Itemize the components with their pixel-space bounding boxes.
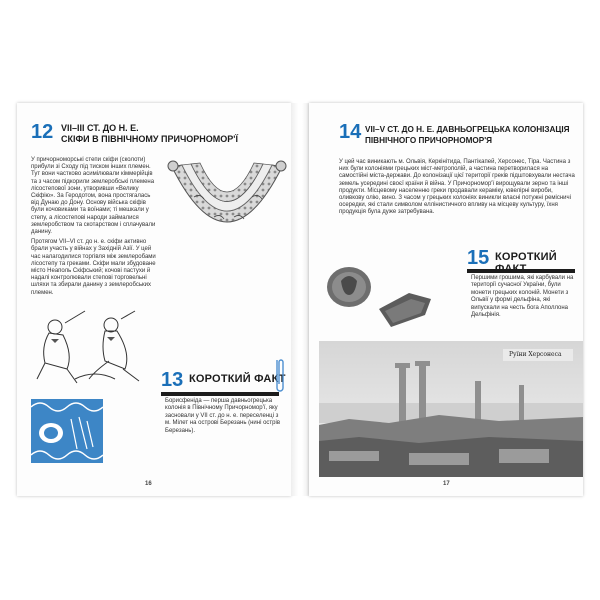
- left-heading-dates: VII–III СТ. ДО Н. Е.: [61, 123, 139, 133]
- scythian-pectoral-illustration: [164, 157, 290, 269]
- photo-caption: Руїни Херсонеса: [509, 351, 562, 358]
- left-paragraph-2: Протягом VII–VI ст. до н. е. скіфи активно брали участь у війнах у Західній Азії. У цей час налагодилися торгівля між землеробами лісостепу та греками. Скіфи мали збудоване місто Неаполь Скіфський; кочові пастухи й надалі контролювали степові торговельні шляхи та збирали данину з землеробських племен.: [31, 239, 156, 296]
- section-number-12: 12: [31, 121, 54, 143]
- fact-text-15: Першими грошима, які карбували на території сучасної України, були монети грецьких колоній. Монети з Ольвії у формі дельфіна, які випускали на честь бога Аполлона Дельфінія.: [471, 275, 574, 319]
- right-heading-title: ПІВНІЧНОГО ПРИЧОРНОМОР'Я: [365, 136, 493, 145]
- section-number-14: 14: [339, 121, 362, 143]
- fact-number-13: 13: [161, 369, 184, 391]
- ancient-coins-illustration: [319, 261, 439, 341]
- left-paragraph-1: У причорноморські степи скіфи (сколоти) прибули зі Сходу під тиском інших племен. Тут вони частково асимілювали кіммерійців та з часом підкорили землеробські племена лісостепової зони, утворивши «Велику Скіфію». За Геродотом, вона простягалась від Дунаю до Дону. Основу війська скіфів були кочовиками та воїнами; ті мешкали у степу, а лісостепові народи займалися землеробством та скотарством і сплачували данину.: [31, 157, 156, 236]
- blue-ornament-panel: [31, 399, 103, 463]
- chersonesus-ruins-photo: [319, 341, 583, 477]
- right-page-number: 17: [443, 481, 450, 487]
- fact-divider-13: [161, 392, 279, 396]
- fact-number-15: 15: [467, 247, 490, 269]
- book-gutter: [291, 103, 309, 496]
- right-paragraph-1: У цей час виникають м. Ольвія, Керкінітида, Пантікапей, Херсонес, Тіра. Частина з них були колоніями грецьких міст-метрополій, а частина перетворилася на самостійні міста-держави. До колонізації цієї території греків підштовхували нестача земель усередині своєї країни й війна. У Причорномор'ї вирощували зерно та інші продукти. Місцевому населенню греки продавали кераміку, ювелірні вироби, оливкову олію, вино. З часом у грецьких колоніях виникли власні потужні ремісничі осередки, які стали символом еллінистичного впливу на місцеву культуру, їхня продукція була дуже затребувана.: [339, 159, 575, 216]
- left-heading-title: СКІФИ В ПІВНІЧНОМУ ПРИЧОРНОМОР'Ї: [61, 134, 238, 144]
- right-body-text: [339, 159, 575, 220]
- fact-title-13: КОРОТКИЙ ФАКТ: [189, 373, 286, 385]
- fact-text-13: Борисфеніда — перша давньогрецька колонія в Північному Причорномор'ї, яку засновали у VII ст. до н. е. переселенці з м. Мілет на острові Березань (нині острів Березань).: [165, 398, 281, 434]
- right-page: [309, 103, 583, 496]
- left-page: [17, 103, 291, 496]
- right-heading-dates: VII–V СТ. ДО Н. Е. ДАВНЬОГРЕЦЬКА КОЛОНІЗАЦІЯ: [365, 125, 570, 134]
- left-page-number: 16: [145, 481, 152, 487]
- left-body-text: [31, 157, 159, 300]
- paperclip-icon: [273, 356, 287, 396]
- fact-title-15: КОРОТКИЙ: [495, 251, 557, 263]
- scythian-warriors-drawing: [25, 309, 155, 389]
- fact-divider-15: [467, 269, 575, 273]
